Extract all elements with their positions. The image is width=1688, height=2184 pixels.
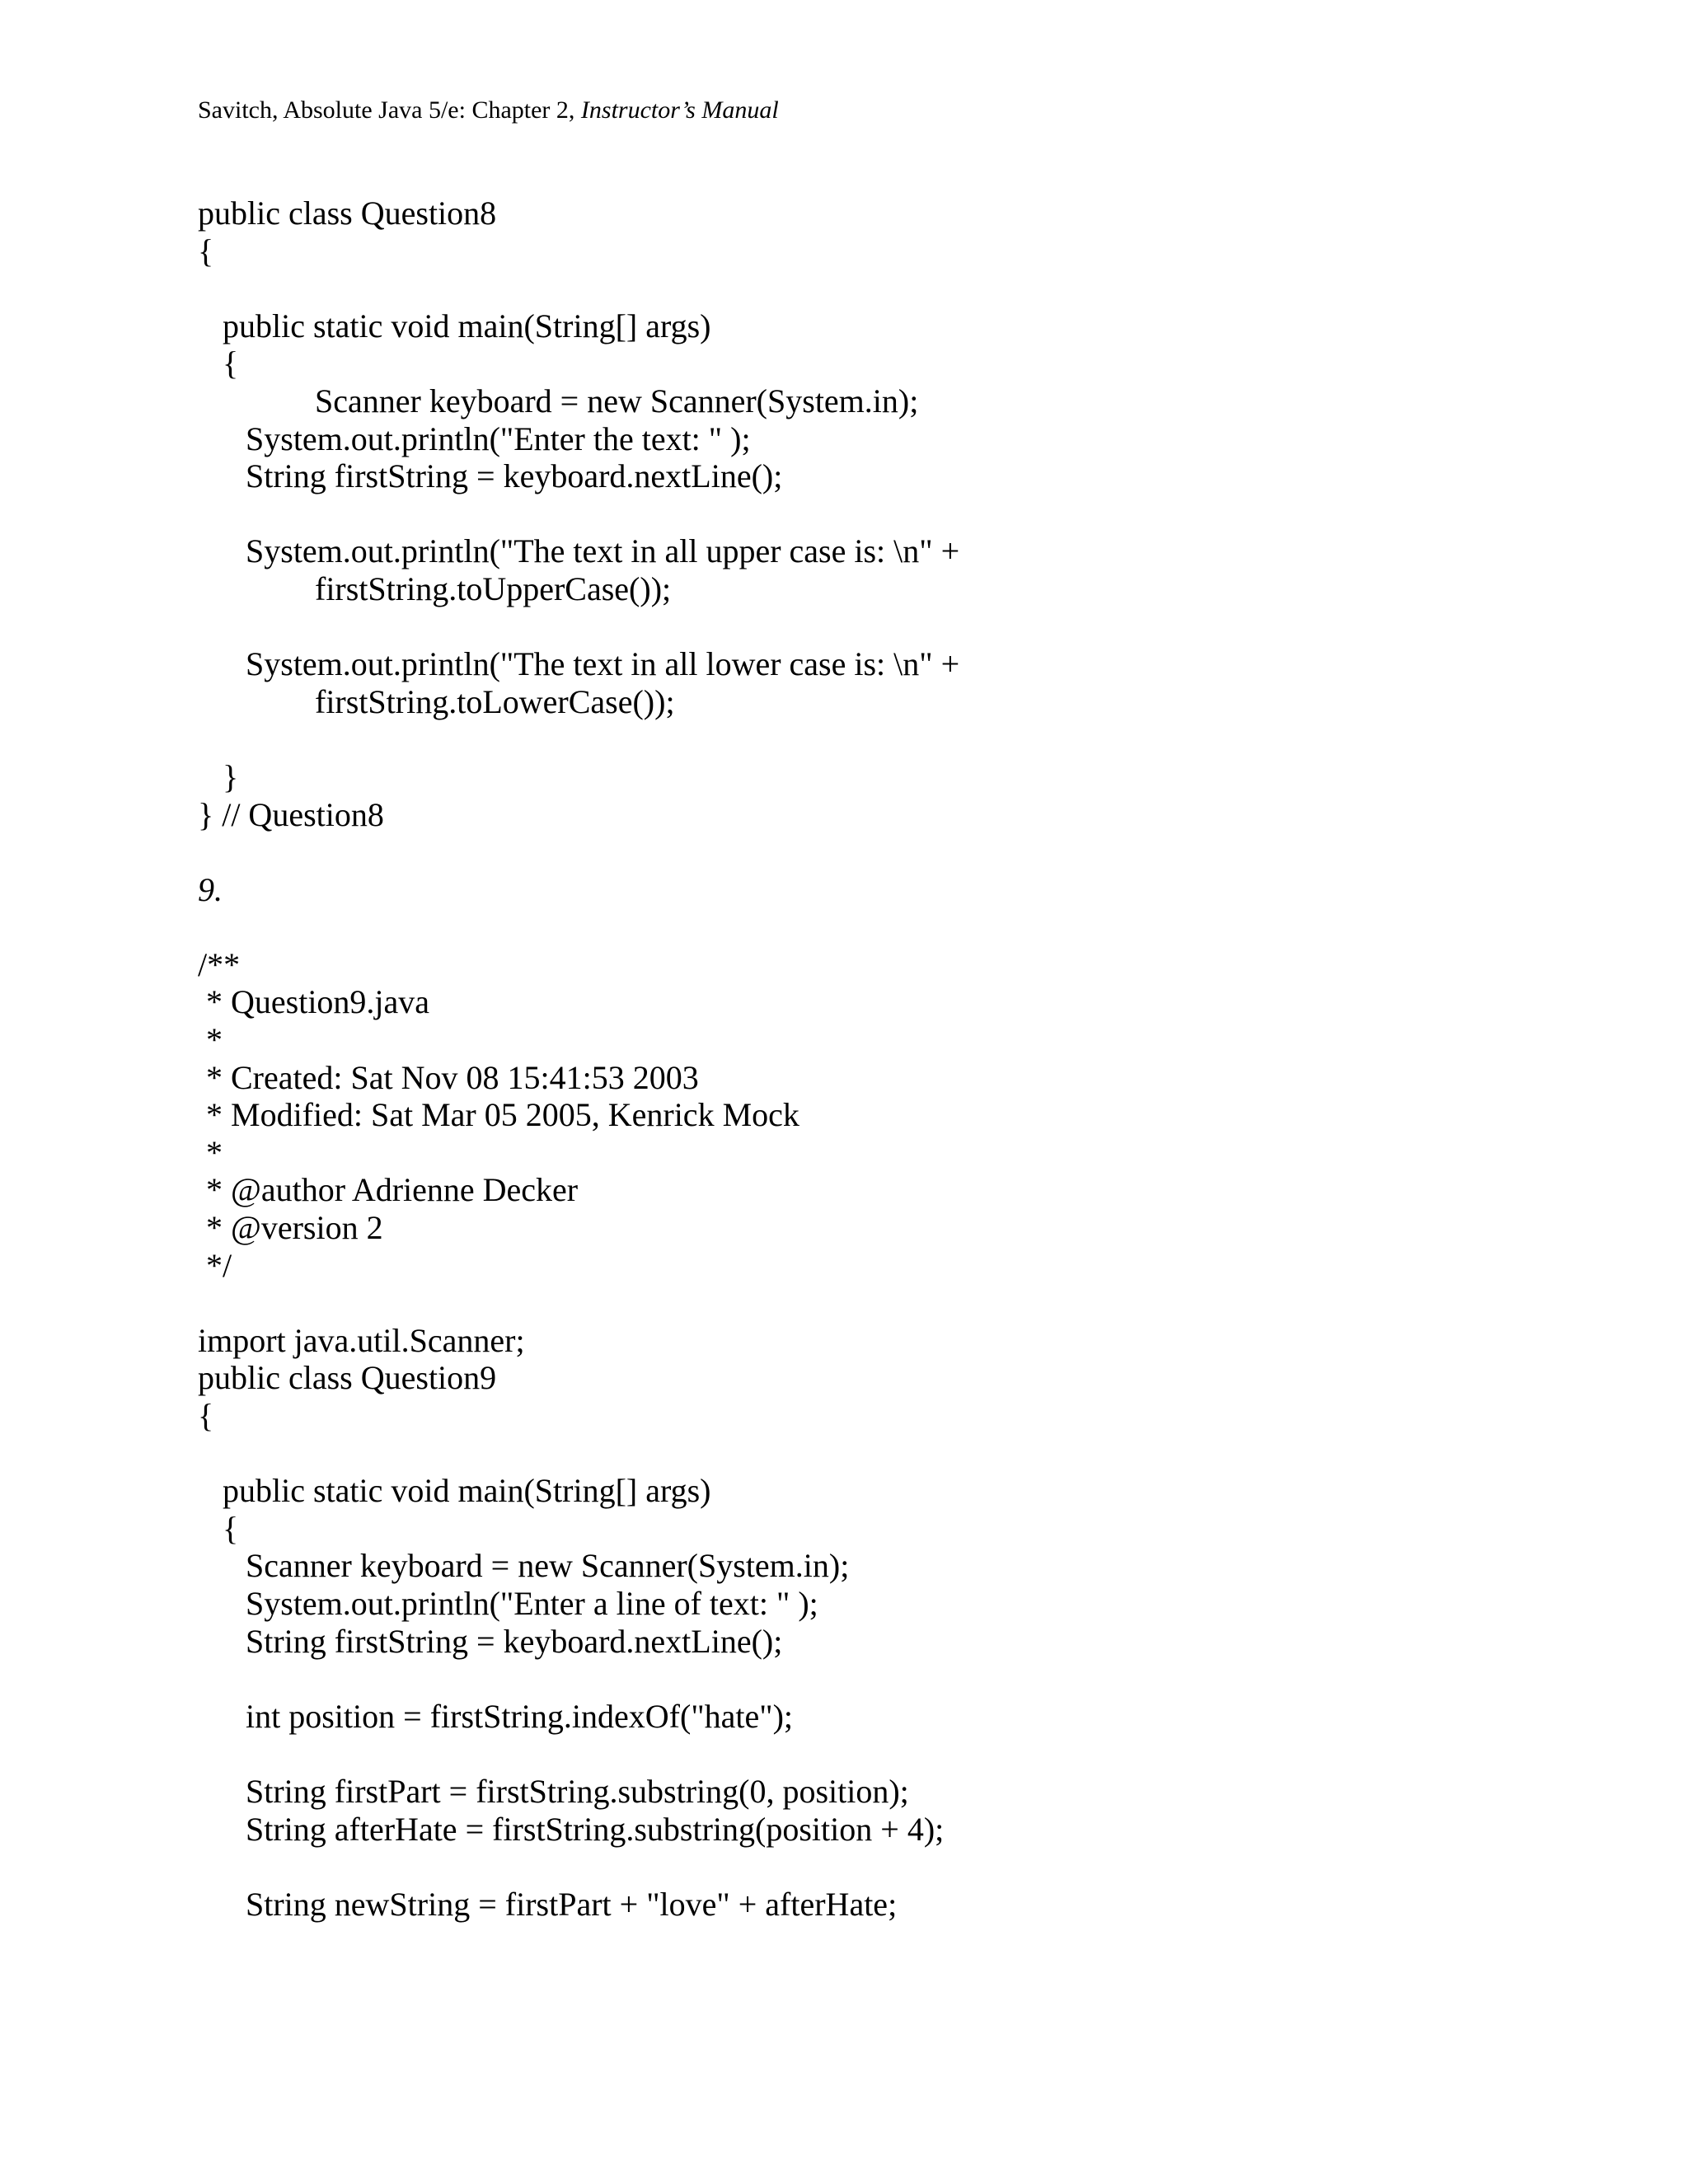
running-header-italic: Instructor’s Manual	[580, 96, 779, 124]
code-listing	[198, 194, 1599, 1923]
code-line: System.out.println("Enter a line of text: " );	[246, 1584, 818, 1622]
blank-line	[198, 1660, 1599, 1698]
code-line: * Question9.java	[198, 983, 430, 1021]
code-line: Scanner keyboard = new Scanner(System.in);	[315, 382, 919, 419]
code-line: System.out.println("The text in all lower case is: \n" +	[246, 645, 960, 683]
code-line: firstString.toUpperCase());	[315, 569, 672, 607]
blank-line	[198, 269, 1599, 307]
code-line: import java.util.Scanner;	[198, 1321, 525, 1359]
code-line: * @version 2	[198, 1209, 383, 1247]
blank-line	[198, 1284, 1599, 1322]
running-header	[198, 96, 779, 125]
code-line: String afterHate = firstString.substring(position + 4);	[246, 1810, 945, 1848]
code-line: public class Question8	[198, 194, 497, 232]
blank-line	[198, 495, 1599, 533]
blank-line	[198, 1848, 1599, 1886]
blank-line	[198, 908, 1599, 946]
code-line: public static void main(String[] args)	[223, 307, 711, 344]
code-line: * @author Adrienne Decker	[198, 1171, 579, 1209]
code-line: Scanner keyboard = new Scanner(System.in);	[246, 1547, 850, 1585]
blank-line	[198, 720, 1599, 758]
code-line: String firstString = keyboard.nextLine();	[246, 457, 783, 495]
code-line: public static void main(String[] args)	[223, 1472, 711, 1510]
code-line: * Modified: Sat Mar 05 2005, Kenrick Mock	[198, 1096, 799, 1134]
code-line: 9.	[198, 870, 223, 908]
code-line: {	[223, 344, 239, 382]
code-line: String newString = firstPart + "love" + afterHate;	[246, 1885, 898, 1923]
running-header-text: Savitch, Absolute Java 5/e: Chapter 2,	[198, 96, 581, 124]
code-line: {	[198, 1397, 214, 1434]
code-line: int position = firstString.indexOf("hate");	[246, 1697, 794, 1735]
blank-line	[198, 1735, 1599, 1773]
code-line: *	[198, 1133, 223, 1171]
code-line: firstString.toLowerCase());	[315, 682, 675, 720]
code-line: String firstPart = firstString.substring(0, position);	[246, 1772, 909, 1810]
code-line: String firstString = keyboard.nextLine();	[246, 1622, 783, 1660]
code-line: System.out.println("The text in all upper case is: \n" +	[246, 532, 960, 570]
code-line: } // Question8	[198, 795, 384, 833]
blank-line	[198, 1435, 1599, 1473]
code-line: * Created: Sat Nov 08 15:41:53 2003	[198, 1058, 699, 1096]
code-line: */	[198, 1246, 232, 1284]
blank-line	[198, 833, 1599, 871]
code-line: System.out.println("Enter the text: " );	[246, 419, 751, 457]
code-line: {	[198, 232, 214, 269]
code-line: *	[198, 1021, 223, 1059]
code-line: /**	[198, 945, 241, 983]
code-line: public class Question9	[198, 1359, 497, 1397]
blank-line	[198, 608, 1599, 646]
code-line: }	[223, 757, 239, 795]
code-line: {	[223, 1509, 239, 1547]
